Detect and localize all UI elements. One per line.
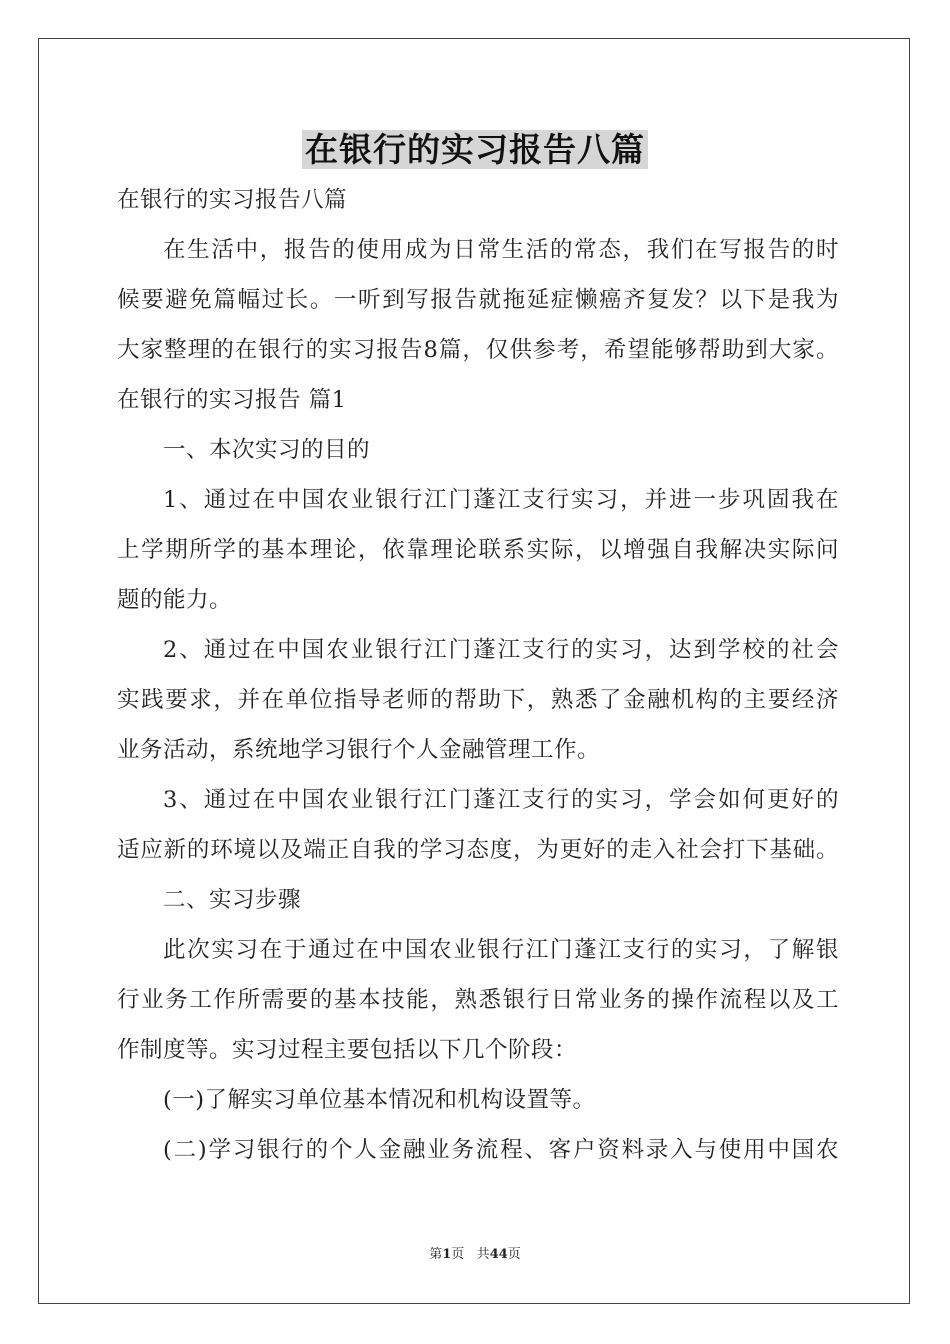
text-line: 2、通过在中国农业银行江门蓬江支行的实习，达到学校的社会	[163, 637, 839, 663]
document-title-text: 在银行的实习报告八篇	[302, 130, 648, 169]
document-title	[0, 128, 950, 172]
text-line: (二)学习银行的个人金融业务流程、客户资料录入与使用中国农	[163, 1137, 839, 1163]
page-footer	[0, 1245, 950, 1265]
text-line: (一)了解实习单位基本情况和机构设置等。	[163, 1087, 596, 1113]
text-line: 在银行的实习报告 篇1	[117, 387, 347, 413]
text-line: 上学期所学的基本理论，依靠理论联系实际，以增强自我解决实际问	[117, 537, 839, 563]
text-line: 1、通过在中国农业银行江门蓬江支行实习，并进一步巩固我在	[163, 487, 839, 513]
text-line: 此次实习在于通过在中国农业银行江门蓬江支行的实习，了解银	[163, 937, 839, 963]
document-body	[117, 175, 839, 1175]
footer-total-suffix: 页	[507, 1247, 521, 1262]
text-line: 作制度等。实习过程主要包括以下几个阶段：	[117, 1037, 578, 1063]
footer-total-pages: 44	[489, 1247, 508, 1262]
text-line: 一、本次实习的目的	[163, 437, 371, 463]
footer-page-number: 1	[442, 1247, 452, 1262]
text-line: 业务活动，系统地学习银行个人金融管理工作。	[117, 737, 601, 763]
footer-page-prefix: 第	[429, 1247, 443, 1262]
text-line: 实践要求，并在单位指导老师的帮助下，熟悉了金融机构的主要经济	[117, 687, 839, 713]
footer-total-prefix: 共	[476, 1247, 490, 1262]
text-line: 3、通过在中国农业银行江门蓬江支行的实习，学会如何更好的	[163, 787, 839, 813]
text-line: 行业务工作所需要的基本技能，熟悉银行日常业务的操作流程以及工	[117, 987, 839, 1013]
text-line: 在生活中，报告的使用成为日常生活的常态，我们在写报告的时	[163, 237, 839, 263]
footer-page-suffix: 页	[451, 1247, 465, 1262]
text-line: 大家整理的在银行的实习报告8篇，仅供参考，希望能够帮助到大家。	[117, 337, 839, 363]
text-line: 题的能力。	[117, 587, 233, 613]
text-line: 适应新的环境以及端正自我的学习态度，为更好的走入社会打下基础。	[117, 837, 839, 863]
text-line: 在银行的实习报告八篇	[117, 187, 348, 213]
text-line: 候要避免篇幅过长。一听到写报告就拖延症懒癌齐复发？以下是我为	[117, 287, 839, 313]
text-line: 二、实习步骤	[163, 887, 302, 913]
